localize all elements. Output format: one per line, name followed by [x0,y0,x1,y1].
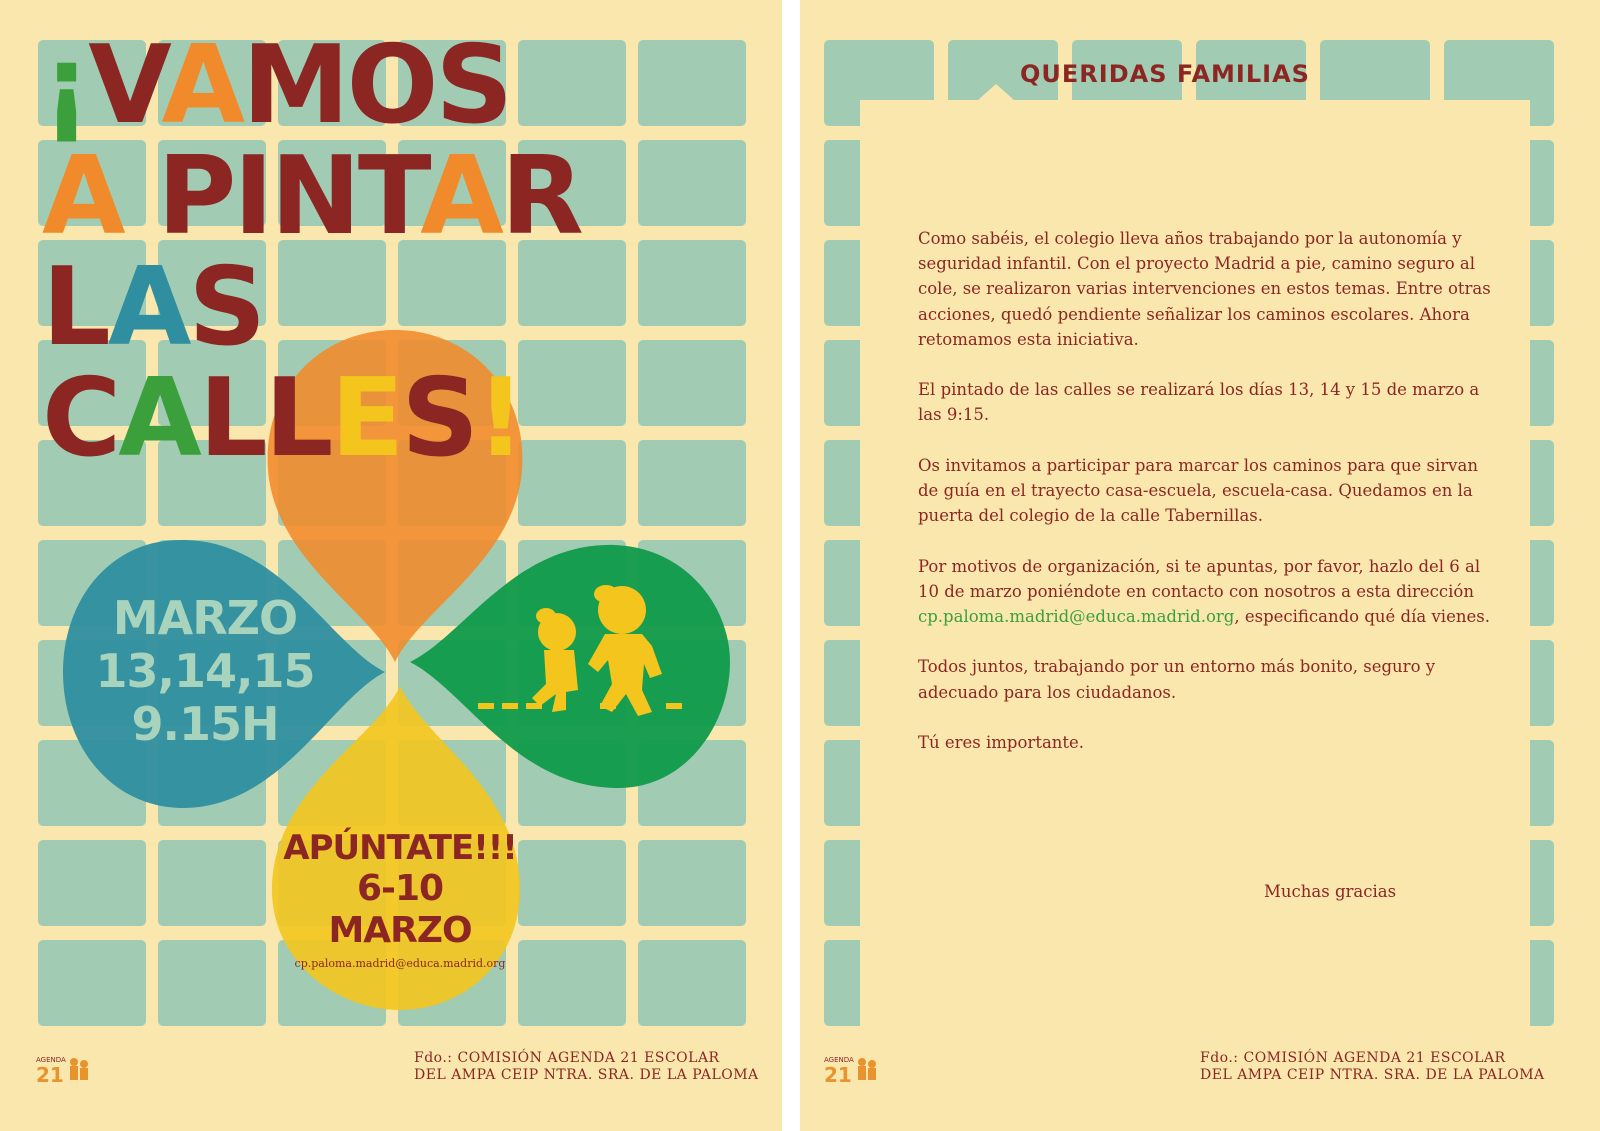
title-line-1 [42,23,581,148]
paragraph-4-tail: , especificando qué día vienes. [1234,607,1490,626]
paragraph-4 [918,554,1498,630]
title-segment: LL [198,356,331,481]
date-month: MARZO [112,591,298,645]
letter-body [918,226,1498,780]
title-segment: A [42,134,123,259]
signup-email[interactable]: cp.paloma.madrid@educa.madrid.org [294,957,506,970]
event-date-block [90,592,320,751]
logo-small-text: AGENDA [824,1056,854,1064]
paragraph-1: Como sabéis, el colegio lleva años trabajando por la autonomía y seguridad infantil. Con el proyecto Madrid a pie, camino seguro al cole, se realizaron varias intervenciones en estos temas. Entre otras acciones, quedó pendiente señalizar los caminos escolares. Ahora retomamos esta iniciativa. [918,229,1491,349]
title-segment: A [107,245,189,370]
title-segment: A [118,356,199,481]
footer-line-2: DEL AMPA CEIP NTRA. SRA. DE LA PALOMA [414,1067,759,1083]
letter-signoff: Muchas gracias [1264,882,1397,901]
title-line-4 [42,356,581,481]
poster-title [42,23,581,481]
signup-callout: APÚNTATE!!! [283,828,517,868]
footer-line-2: DEL AMPA CEIP NTRA. SRA. DE LA PALOMA [1200,1067,1545,1083]
footer-signature [414,1050,759,1084]
logo-big-text: 21 [824,1063,852,1087]
title-segment: MOS [242,23,511,148]
title-segment: S [401,356,477,481]
footer-line-1: Fdo.: COMISIÓN AGENDA 21 ESCOLAR [414,1050,720,1066]
title-line-3 [42,245,581,370]
title-segment: A [161,23,243,148]
agenda21-logo [36,1056,106,1092]
poster-page [0,0,782,1131]
title-segment: A [420,134,501,259]
title-line-2 [42,134,581,259]
letter-page [800,0,1600,1131]
title-segment: E [330,356,402,481]
footer-line-1: Fdo.: COMISIÓN AGENDA 21 ESCOLAR [1200,1050,1506,1066]
footer-signature [1200,1050,1545,1084]
date-time: 9.15H [131,697,279,751]
letter-heading: QUERIDAS FAMILIAS [1020,60,1310,88]
title-segment: V [88,23,162,148]
paragraph-4-text: Por motivos de organización, si te apuntas, por favor, hazlo del 6 al 10 de marzo poniéndote en contacto con nosotros a esta dirección [918,556,1481,601]
paragraph-5: Todos juntos, trabajando por un entorno más bonito, seguro y adecuado para los ciudadanos. [918,657,1436,702]
agenda21-logo [824,1056,894,1092]
title-segment: R [500,134,581,259]
title-segment: ! [476,356,523,481]
logo-figures-icon [64,1056,94,1086]
paragraph-3: Os invitamos a participar para marcar los caminos para que sirvan de guía en el trayecto casa-escuela, escuela-casa. Quedamos en la puerta del colegio de la calle Tabernillas. [918,455,1478,526]
date-days: 13,14,15 [95,644,315,698]
paragraph-2: El pintado de las calles se realizará los días 13, 14 y 15 de marzo a las 9:15. [918,380,1480,425]
logo-figures-icon [852,1056,882,1086]
title-segment: L [42,245,108,370]
title-segment: PINT [122,134,421,259]
logo-big-text: 21 [36,1063,64,1087]
signup-block [280,828,520,972]
title-segment: ¡ [42,23,89,148]
logo-small-text: AGENDA [36,1056,66,1064]
paragraph-6: Tú eres importante. [918,732,1085,752]
title-segment: C [42,356,119,481]
title-segment: S [188,245,264,370]
contact-email-link[interactable]: cp.paloma.madrid@educa.madrid.org [918,607,1235,626]
signup-dates: 6-10 MARZO [328,868,472,951]
